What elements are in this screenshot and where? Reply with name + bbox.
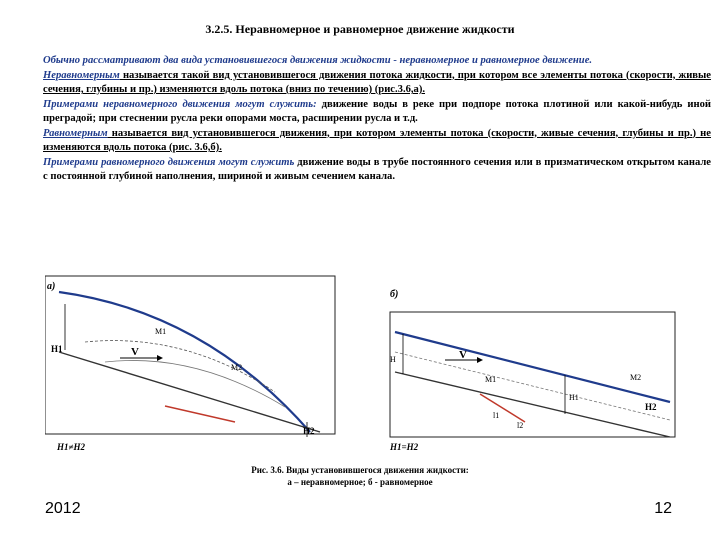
footer-year: 2012 [45,500,81,517]
paragraph-uniform-examples [7,156,711,185]
label-a-condition: H1≠H2 [57,442,85,452]
streamline-a-2 [105,360,285,407]
figure-caption [0,464,720,488]
streamline-b [395,352,670,420]
text-nonuniform-examples: движение воды в реке при подпоре потока плотиной или какой-нибудь иной преградой; при стеснении русла реки опорами моста, расширении русла и т.д. [43,98,712,124]
section-marker-a [165,406,235,422]
term-nonuniform: Неравномерным [43,69,120,81]
label-b-h2: H2 [645,402,657,412]
paragraph-intro: Обычно рассматривают два вида установившегося движения жидкости - неравномерное и равномерное движение. [43,55,593,66]
section-marker-b [480,394,525,422]
channel-bottom-a [59,352,320,432]
label-a-h1: H1 [51,344,63,354]
label-a: а) [47,281,56,292]
lead-nonuniform-examples: Примерами неравномерного движения могут служить: [43,98,317,110]
caption-line-2: а – неравномерное; б - равномерное [287,477,433,487]
lead-uniform-examples: Примерами равномерного движения могут служить [43,156,295,168]
body-text [7,54,711,185]
velocity-arrowhead-b [477,357,483,363]
label-a-m2: M2 [231,363,243,372]
label-a-m1: M1 [155,327,167,336]
water-surface-b [395,332,670,402]
caption-line-1: Рис. 3.6. Виды установившегося движения жидкости: [251,465,469,475]
label-b-l1: l1 [493,411,500,420]
paragraph-uniform [7,127,711,156]
label-b-m2: M2 [630,373,642,382]
page-title: 3.2.5. Неравномерное и равномерное движение жидкости [205,22,515,36]
text-uniform-examples: движение воды в трубе постоянного сечения или в призматическом открытом канале с постоянной глубиной наполнения, шириной и живым сечением канала. [43,156,711,182]
label-b-m1: M1 [485,375,497,384]
label-a-h2: H2 [303,426,315,436]
label-a-velocity: V [131,346,139,358]
label-b-h1: H1 [569,393,579,402]
term-uniform: Равномерным [43,127,108,139]
paragraph-nonuniform [7,69,711,98]
velocity-arrowhead-a [157,355,163,361]
panel-a-nonuniform [45,276,335,452]
paragraph-nonuniform-examples [7,98,711,127]
label-b-velocity: V [459,349,467,361]
def-uniform: называется вид установившегося движения, при котором элементы потока (скорости, живые сечения, глубины и пр.) не изменяются вдоль потока (рис. 3.6,б). [43,127,711,153]
label-b-l2: l2 [517,421,524,430]
panel-b-uniform [389,289,675,452]
channel-bottom-b [395,372,670,437]
panel-a-frame [45,276,335,434]
def-nonuniform: называется такой вид установившегося движения потока жидкости, при котором все элементы потока (скорости, живые сечения, глубины и пр.) изменяются вдоль потока (вниз по течению) (рис.3.6,а). [43,69,711,95]
label-b-condition: H1=H2 [390,442,419,452]
streamline-a [85,341,275,392]
label-b-h: H [390,355,396,364]
page-number: 12 [654,500,672,517]
flow-figure [45,272,685,462]
label-b: б) [390,289,399,300]
